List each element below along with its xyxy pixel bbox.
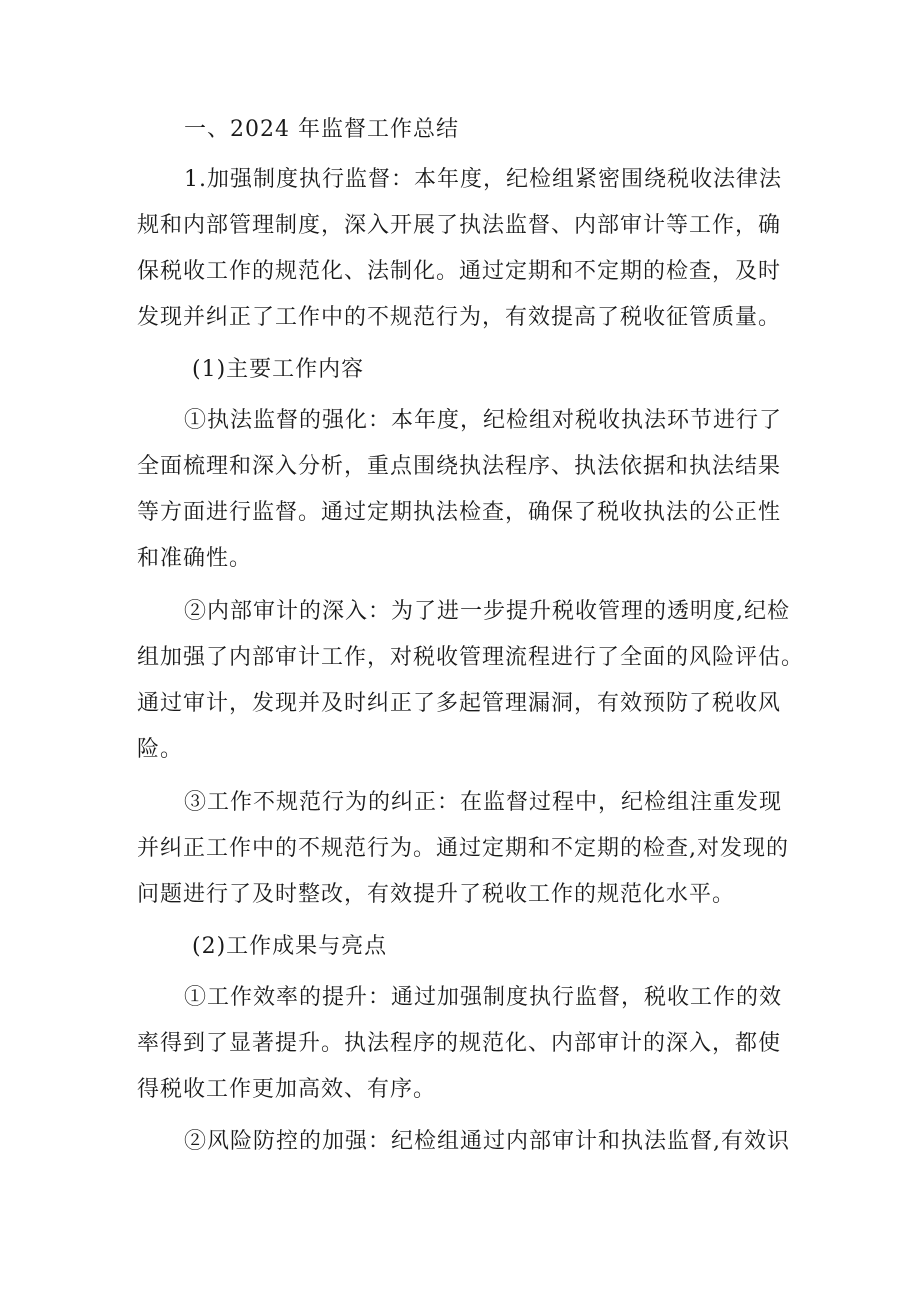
paragraph-line: 和准确性。 bbox=[137, 546, 253, 571]
paragraph-line: ③工作不规范行为的纠正：在监督过程中，纪检组注重发现 bbox=[184, 790, 783, 815]
paragraph-line: ②内部审计的深入：为了进一步提升税收管理的透明度,纪检 bbox=[184, 599, 790, 624]
paragraph-line: ②风险防控的加强：纪检组通过内部审计和执法监督,有效识 bbox=[184, 1129, 790, 1154]
paragraph-line: 1.加强制度执行监督：本年度，纪检组紧密围绕税收法律法 bbox=[184, 167, 782, 192]
paragraph-line: 全面梳理和深入分析，重点围绕执法程序、执法依据和执法结果 bbox=[137, 454, 782, 479]
paragraph-line: 通过审计，发现并及时纠正了多起管理漏洞，有效预防了税收风 bbox=[137, 691, 782, 716]
paragraph-line: 问题进行了及时整改，有效提升了税收工作的规范化水平。 bbox=[137, 882, 736, 907]
paragraph-line: 保税收工作的规范化、法制化。通过定期和不定期的检查，及时 bbox=[137, 259, 782, 284]
paragraph-line: 组加强了内部审计工作，对税收管理流程进行了全面的风险评估。 bbox=[137, 645, 805, 670]
paragraph-line: 险。 bbox=[137, 737, 184, 762]
paragraph-line: 并纠正工作中的不规范行为。通过定期和不定期的检查,对发现的 bbox=[137, 836, 789, 861]
subsection-heading: (2)工作成果与亮点 bbox=[192, 934, 388, 959]
subsection-heading: (1)主要工作内容 bbox=[192, 357, 365, 382]
paragraph-line: 发现并纠正了工作中的不规范行为，有效提高了税收征管质量。 bbox=[137, 305, 782, 330]
paragraph-line: 率得到了显著提升。执法程序的规范化、内部审计的深入，都使 bbox=[137, 1031, 782, 1056]
paragraph-line: 等方面进行监督。通过定期执法检查，确保了税收执法的公正性 bbox=[137, 500, 782, 525]
paragraph-line: 得税收工作更加高效、有序。 bbox=[137, 1077, 437, 1102]
paragraph-line: ①执法监督的强化：本年度，纪检组对税收执法环节进行了 bbox=[184, 408, 783, 433]
section-heading: 一、2024 年监督工作总结 bbox=[184, 117, 459, 142]
paragraph-line: 规和内部管理制度，深入开展了执法监督、内部审计等工作，确 bbox=[137, 213, 782, 238]
paragraph-line: ①工作效率的提升：通过加强制度执行监督，税收工作的效 bbox=[184, 985, 783, 1010]
